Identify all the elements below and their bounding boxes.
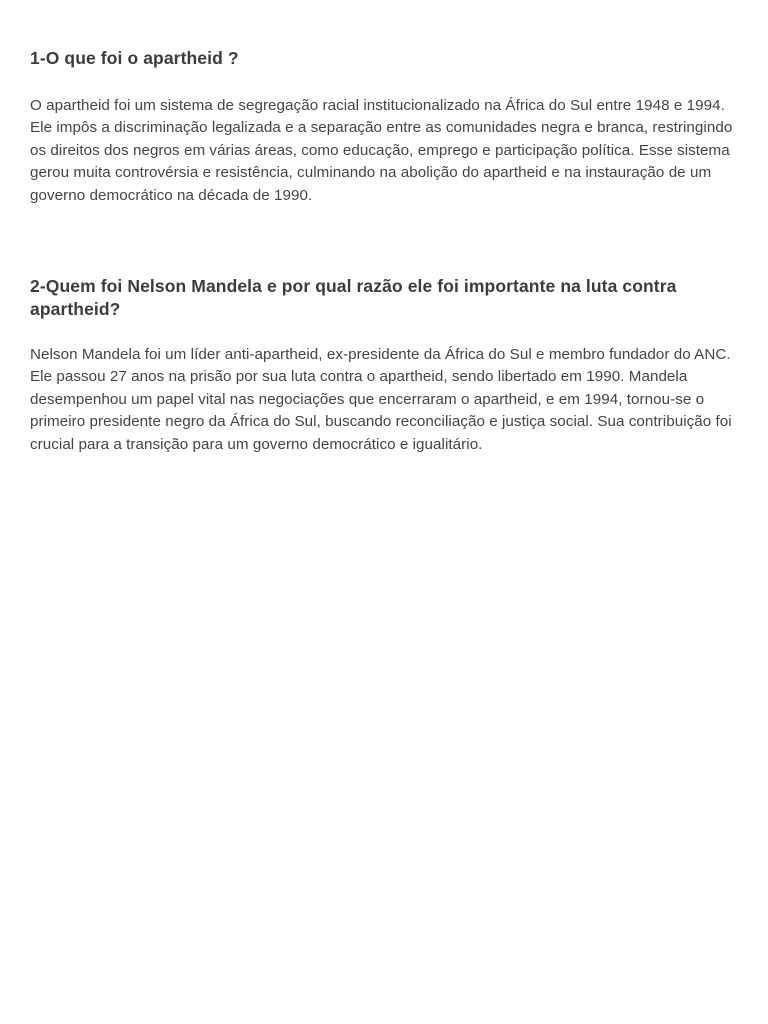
answer-2-paragraph: Nelson Mandela foi um líder anti-apartheid, ex-presidente da África do Sul e membro fundador do ANC. Ele passou 27 anos na prisão por sua luta contra o apartheid, sendo libertado em 1990. Mandela desempenhou um papel vital nas negociações que encerraram o apartheid, e em 1994, tornou-se o primeiro presidente negro da África do Sul, buscando reconciliação e justiça social. Sua contribuição foi crucial para a transição para um governo democrático e igualitário.: [30, 346, 732, 453]
question-2-heading: 2-Quem foi Nelson Mandela e por qual razão ele foi importante na luta contra apartheid?: [30, 276, 677, 319]
question-1-heading: 1-O que foi o apartheid ?: [30, 48, 239, 68]
answer-1-paragraph: O apartheid foi um sistema de segregação racial institucionalizado na África do Sul entre 1948 e 1994. Ele impôs a discriminação legalizada e a separação entre as comunidades negra e branca, restringindo os direitos dos negros em várias áreas, como educação, emprego e participação política. Esse sistema gerou muita controvérsia e resistência, culminando na abolição do apartheid e na instauração de um governo democrático na década de 1990.: [30, 97, 733, 204]
